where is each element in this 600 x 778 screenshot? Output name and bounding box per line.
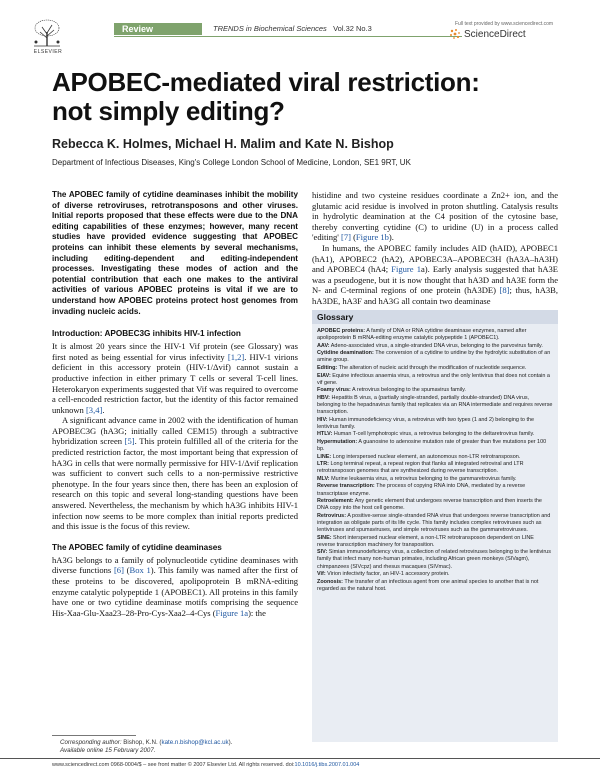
figure-1-link[interactable]: Figure 1: [391, 264, 421, 275]
ref-link-3-4[interactable]: [3,4]: [85, 404, 103, 415]
glossary-item: [317, 476, 553, 483]
journal-name: TRENDS in Biochemical Sciences: [213, 24, 327, 33]
corresponding-author: Corresponding author: Bishop, K.N. (kate.n.bishop@kcl.ac.uk).: [60, 739, 233, 746]
glossary-item: [317, 373, 553, 387]
glossary-term: SIV:: [317, 549, 328, 556]
glossary-item: [317, 328, 553, 342]
glossary-definition: Virion infectivity factor, an HIV-1 accessory protein.: [325, 571, 450, 578]
glossary-term: APOBEC proteins:: [317, 328, 366, 334]
article-title-line-2: not simply editing?: [52, 96, 285, 126]
glossary-term: Foamy virus:: [317, 387, 351, 394]
author-email-link[interactable]: kate.n.bishop@kcl.ac.uk: [161, 739, 229, 746]
doi-link[interactable]: 10.1016/j.tibs.2007.01.004: [294, 762, 360, 768]
section-tag-label: Review: [122, 24, 154, 34]
glossary-item: [317, 365, 553, 372]
sciencedirect-logo: [449, 28, 526, 40]
glossary-definition: Hepatitis B virus, a (partially single-stranded, partially double-stranded) DNA virus, belonging to the hepadnavirus family that replicates via an RNA intermediate and requires reverse transcription.: [317, 394, 553, 416]
glossary-term: HIV:: [317, 416, 328, 423]
glossary-item: [317, 579, 553, 593]
glossary-item: [317, 483, 553, 497]
glossary-item: [317, 431, 553, 438]
article-title: [52, 68, 552, 126]
glossary-item: [317, 549, 553, 570]
header-rule: [114, 36, 462, 37]
journal-volume: Vol.32 No.3: [333, 24, 372, 33]
glossary-item: [317, 535, 553, 549]
ref-link-8[interactable]: [8]: [499, 285, 510, 296]
glossary-definition: Simian immunodeficiency virus, a collection of related retroviruses belonging to the lentivirus family that infect many non-human primates, including African green monkeys (SIVagm), chimpanzees (SIVcpz) and rhesus macaques (SIVmac).: [317, 549, 551, 570]
journal-info: [213, 23, 372, 35]
affiliation: Department of Infectious Diseases, King's College London School of Medicine, London, SE1 9RT, UK: [52, 158, 411, 167]
glossary-item: [317, 513, 553, 534]
glossary-item: [317, 417, 553, 431]
page-footer: www.sciencedirect.com 0968-0004/$ – see front matter © 2007 Elsevier Ltd. All rights reserved. doi:10.1016/j.tibs.2007.01.004: [52, 762, 360, 768]
glossary-term: Cytidine deamination:: [317, 350, 374, 357]
glossary-definition: Human T-cell lymphotropic virus, a retrovirus belonging to the deltaretrovirus family.: [332, 431, 535, 438]
glossary-definition: Any genetic element that undergoes reverse transcription and then inserts the DNA copy into the host cell genome.: [317, 498, 542, 512]
glossary-definition: A retrovirus belonging to the spumavirus family.: [350, 387, 466, 394]
elsevier-logo-text: ELSEVIER: [33, 49, 63, 55]
ref-link-5[interactable]: [5]: [124, 436, 135, 447]
glossary-term: EIAV:: [317, 372, 331, 379]
intro-paragraph-2: A significant advance came in 2002 with the identification of human APOBEC3G (hA3G; initially called CEM15) through a subtractive hybridization screen [5]. This protein fulfilled all of the criteria for the predicted restriction factor, the most important being that expression of hA3G in cells that were normally permissive for HIV-1/Δvif replication was sufficient to convert such cells to a non-permissive restrictive phenotype. In the four years since then, there has been an explosion of research on this topic and several long-standing questions have been answered. Nevertheless, the mechanism by which hA3G inhibits HIV-1 infection now seems to be more complex than initial reports predicted and this issue is the focus of this review.: [52, 415, 298, 532]
footer-rule: [0, 758, 600, 759]
family-paragraph-1: hA3G belongs to a family of polynucleotide cytidine deaminases with diverse functions [6] (Box 1). This family was named after the first of these proteins to be discovered, apolipoprotein B mRNA-editing enzyme catalytic polypeptide 1 (APOBEC1). All proteins in this family have one or two cytidine deaminase motifs comprising the sequence His-Xaa-Glu-Xaa23–28-Pro-Cys-Xaa2–4-Cys (Figure 1a): the: [52, 554, 298, 618]
sciencedirect-dots-icon: [449, 28, 461, 40]
sciencedirect-url: Full text provided by www.sciencedirect.com: [455, 21, 554, 27]
glossary-term: Hypermutation:: [317, 438, 358, 445]
glossary-title: Glossary: [312, 310, 558, 324]
section-heading-apobec-family: The APOBEC family of cytidine deaminases: [52, 542, 222, 552]
glossary-definition: The transfer of an infectious agent from one animal species to another that is not regarded as the natural host.: [317, 578, 539, 592]
glossary-term: HTLV:: [317, 431, 333, 438]
glossary-term: LINE:: [317, 453, 332, 460]
glossary-term: LTR:: [317, 461, 329, 468]
glossary-term: Zoonosis:: [317, 578, 343, 585]
glossary-item: [317, 461, 553, 475]
authors: Rebecca K. Holmes, Michael H. Malim and Kate N. Bishop: [52, 137, 394, 151]
glossary-term: Vif:: [317, 571, 326, 578]
glossary-list: [312, 324, 558, 593]
glossary-term: Editing:: [317, 364, 338, 371]
left-column: [52, 190, 298, 618]
glossary-definition: A guanosine to adenosine mutation rate of greater than five mutations per 100 bp.: [317, 438, 547, 453]
glossary-item: [317, 571, 553, 578]
glossary-term: HBV:: [317, 394, 330, 401]
footnote-rule: [52, 735, 136, 736]
right-column: [312, 190, 558, 307]
article-title-line-1: APOBEC-mediated viral restriction:: [52, 67, 480, 97]
glossary-item: [317, 439, 553, 453]
glossary-definition: Human immunodeficiency virus, a retrovirus with two types (1 and 2) belonging to the lentivirus family.: [317, 416, 534, 430]
available-online: Available online 15 February 2007.: [60, 747, 156, 754]
glossary-term: SINE:: [317, 534, 332, 541]
glossary-definition: The process of copying RNA into DNA, mediated by a reverse transcriptase enzyme.: [317, 483, 526, 497]
glossary-term: Reverse transcription:: [317, 483, 375, 490]
glossary-box: [312, 310, 558, 742]
glossary-item: [317, 454, 553, 461]
glossary-definition: Long terminal repeat, a repeat region that flanks all integrated retroviral and LTR retrotransposon genomes that are synthesized during reverse transcription.: [317, 461, 524, 475]
glossary-definition: Murine leukaemia virus, a retrovirus belonging to the gammaretrovirus family.: [329, 475, 517, 482]
glossary-term: Retroelement:: [317, 498, 354, 505]
right-paragraph-2: In humans, the APOBEC family includes AID (hAID), APOBEC1 (hA1), APOBEC2 (hA2), APOBEC3A–APOBEC3H (hA3A–hA3H) and APOBEC4 (hA4; Figure 1a). Early analysis suggested that hA3E was a pseudogene, but it is now thought that hA3D and hA3E form the N- and C-terminal regions of one protein (hA3DE) [8]; thus, hA3B, hA3DE, hA3F and hA3G all contain two deaminase: [312, 242, 558, 306]
elsevier-tree-icon: [28, 18, 66, 48]
figure-1a-link[interactable]: Figure 1a: [215, 607, 249, 618]
glossary-item: [317, 343, 553, 350]
glossary-term: MLV:: [317, 475, 330, 482]
figure-1b-link[interactable]: Figure 1b: [355, 232, 389, 243]
elsevier-logo: [28, 18, 68, 60]
glossary-definition: Short interspersed nuclear element, a non-LTR retrotransposon dependent on LINE reverse transcription machinery for transposition.: [317, 534, 534, 548]
glossary-item: [317, 395, 553, 416]
glossary-definition: The alteration of nucleic acid through the modification of nucleotide sequence.: [337, 364, 527, 371]
glossary-term: AAV:: [317, 342, 330, 349]
ref-link-6[interactable]: [6]: [113, 565, 124, 576]
glossary-definition: A positive-sense single-stranded RNA virus that undergoes reverse transcription and integration as obligate parts of its life cycle. This family includes complex retroviruses such as lentiviruses and spumaviruses, and simple retroviruses such as the gammaretroviruses.: [317, 512, 551, 534]
sciencedirect-name: ScienceDirect: [464, 28, 526, 40]
glossary-term: Retrovirus:: [317, 512, 347, 519]
intro-paragraph-1: It is almost 20 years since the HIV-1 Vif protein (see Glossary) was first noted as being essential for virus infectivity [1,2]. HIV-1 virions deficient in this accessory protein (HIV-1/Δvif) cannot sustain a productive infection in either primary T cells or several T-cell lines. Heterokaryon experiments suggested that Vif was required to overcome a cell-encoded restriction factor, but the identity of this factor remained unknown [3,4].: [52, 341, 298, 415]
glossary-item: [317, 498, 553, 512]
abstract: The APOBEC family of cytidine deaminases inhibit the mobility of diverse retroviruses, retrotransposons and other viruses. Initial reports proposed that these effects were due to the DNA editing capabilities of these enzymes; however, many recent studies have provided evidence suggesting that APOBEC proteins can inhibit these elements by several mechanisms, including editing-dependent and editing-independent processes. Investigating these modes of action and the potential contribution that each one makes to the antiviral activities of various APOBEC proteins is vital if we are to understand how APOBEC proteins protect host genomes from invading nucleic acids.: [52, 190, 298, 316]
glossary-item: [317, 387, 553, 394]
section-heading-introduction: Introduction: APOBEC3G inhibits HIV-1 infection: [52, 329, 241, 339]
glossary-definition: Adeno-associated virus, a single-stranded DNA virus, belonging to the parvovirus family.: [329, 342, 543, 349]
glossary-definition: A family of DNA or RNA cytidine deaminase enzymes, named after apolipoprotein B mRNA-editing enzyme catalytic polypeptide 1 (APOBEC1).: [317, 328, 527, 342]
glossary-item: [317, 350, 553, 364]
box-1-link[interactable]: Box 1: [129, 565, 151, 576]
ref-link-7[interactable]: [7]: [340, 232, 351, 243]
glossary-definition: Equine infectious anaemia virus, a retrovirus and the only lentivirus that does not contain a vif gene.: [317, 372, 550, 386]
glossary-definition: The conversion of a cytidine to uridine by the hydrolytic substitution of an amine group.: [317, 350, 551, 364]
ref-link-1-2[interactable]: [1,2]: [227, 351, 245, 362]
glossary-definition: Long interspersed nuclear element, an autonomous non-LTR retrotransposon.: [331, 453, 521, 460]
right-paragraph-1: histidine and two cysteine residues coordinate a Zn2+ ion, and the glutamic acid residue is involved in proton shuttling. Catalysis results in hydrolytic deamination at the C4 position of the cytosine base, thereby converting cytidine (C) to uridine (U) in a process called 'editing' [7] (Figure 1b).: [312, 190, 558, 243]
